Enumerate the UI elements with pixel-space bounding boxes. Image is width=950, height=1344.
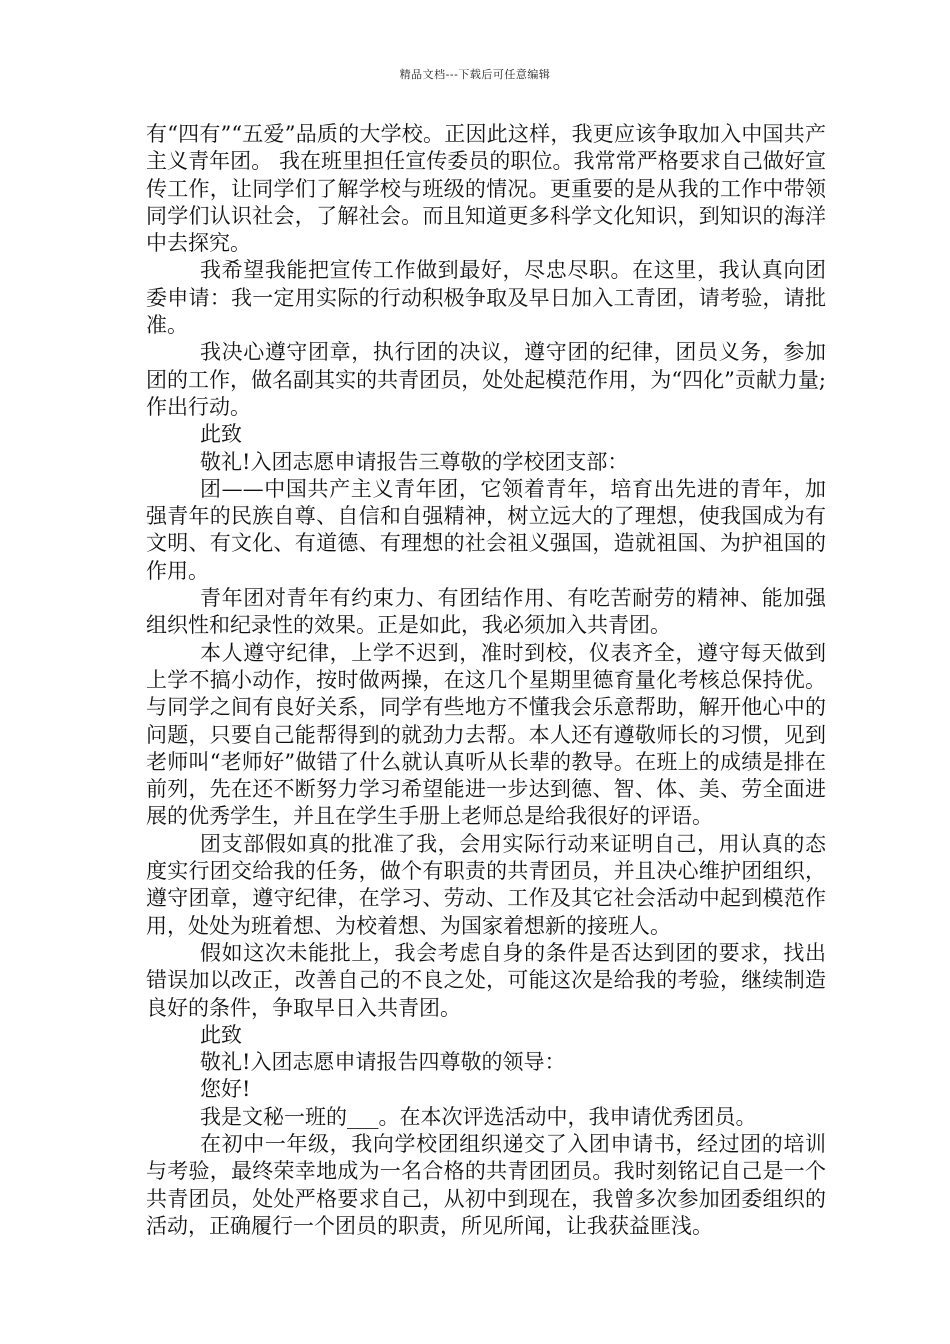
page-header: 精品文档---下载后可任意编辑 <box>399 68 551 81</box>
paragraph-5: 青年团对青年有约束力、有团结作用、有吃苦耐劳的精神、能加强组织性和纪录性的效果。正是如此，我必须加入共青团。 <box>146 586 826 638</box>
section-heading-3: 敬礼!入团志愿申请报告三尊敬的学校团支部： <box>200 449 629 474</box>
document-body <box>146 121 826 1240</box>
closing-salutation-2: 此致 <box>200 1022 242 1047</box>
paragraph-3: 我决心遵守团章，执行团的决议，遵守团的纪律，团员义务，参加团的工作，做名副其实的共青团员，处处起模范作用，为“四化”贡献力量;作出行动。 <box>146 340 826 419</box>
paragraph-7: 团支部假如真的批准了我，会用实际行动来证明自己，用认真的态度实行团交给我的任务，做个有职责的共青团员，并且决心维护团组织，遵守团章，遵守纪律，在学习、劳动、工作及其它社会活动中起到模范作用，处处为班着想、为校着想、为国家着想新的接班人。 <box>146 831 826 938</box>
closing-salutation-1: 此致 <box>200 422 242 447</box>
paragraph-8: 假如这次未能批上，我会考虑自身的条件是否达到团的要求，找出错误加以改正，改善自己的不良之处，可能这次是给我的考验，继续制造良好的条件，争取早日入共青团。 <box>146 940 826 1020</box>
paragraph-2: 我希望我能把宣传工作做到最好，尽忠尽职。在这里，我认真向团委申请：我一定用实际的行动积极争取及早日加入工青团，请考验，请批准。 <box>146 258 826 338</box>
paragraph-4: 团——中国共产主义青年团，它领着青年，培育出先进的青年，加强青年的民族自尊、自信和自强精神，树立远大的了理想，使我国成为有文明、有文化、有道德、有理想的社会祖义强国，造就祖国、为护祖国的作用。 <box>146 476 826 583</box>
section-heading-4: 敬礼!入团志愿申请报告四尊敬的领导： <box>200 1050 566 1075</box>
paragraph-9: 我是文秘一班的___。在本次评选活动中，我申请优秀团员。 <box>200 1104 757 1129</box>
greeting: 您好! <box>200 1077 251 1102</box>
paragraph-6: 本人遵守纪律，上学不迟到，准时到校，仪表齐全，遵守每天做到上学不搞小动作，按时做两操，在这几个星期里德育量化考核总保持优。与同学之间有良好关系，同学有些地方不懂我会乐意帮助，解开他心中的问题，只要自己能帮得到的就劲力去帮。本人还有遵敬师长的习惯，见到老师叫“老师好”做错了什么就认真听从长辈的教导。在班上的成绩是排在前列，先在还不断努力学习希望能进一步达到德、智、体、美、劳全面进展的优秀学生，并且在学生手册上老师总是给我很好的评语。 <box>146 640 826 829</box>
paragraph-10: 在初中一年级，我向学校团组织递交了入团申请书，经过团的培训与考验，最终荣幸地成为一名合格的共青团团员。我时刻铭记自己是一个共青团员，处处严格要求自己，从初中到现在，我曾多次参加团委组织的活动，正确履行一个团员的职责，所见所闻，让我获益匪浅。 <box>146 1131 826 1238</box>
paragraph-1: 有“四有”“五爱”品质的大学校。正因此这样，我更应该争取加入中国共产主义青年团。 我在班里担任宣传委员的职位。我常常严格要求自己做好宣传工作，让同学们了解学校与班级的情况。更重要的是从我的工作中带领同学们认识社会，了解社会。而且知道更多科学文化知识，到知识的海洋中去探究。 <box>146 122 826 256</box>
